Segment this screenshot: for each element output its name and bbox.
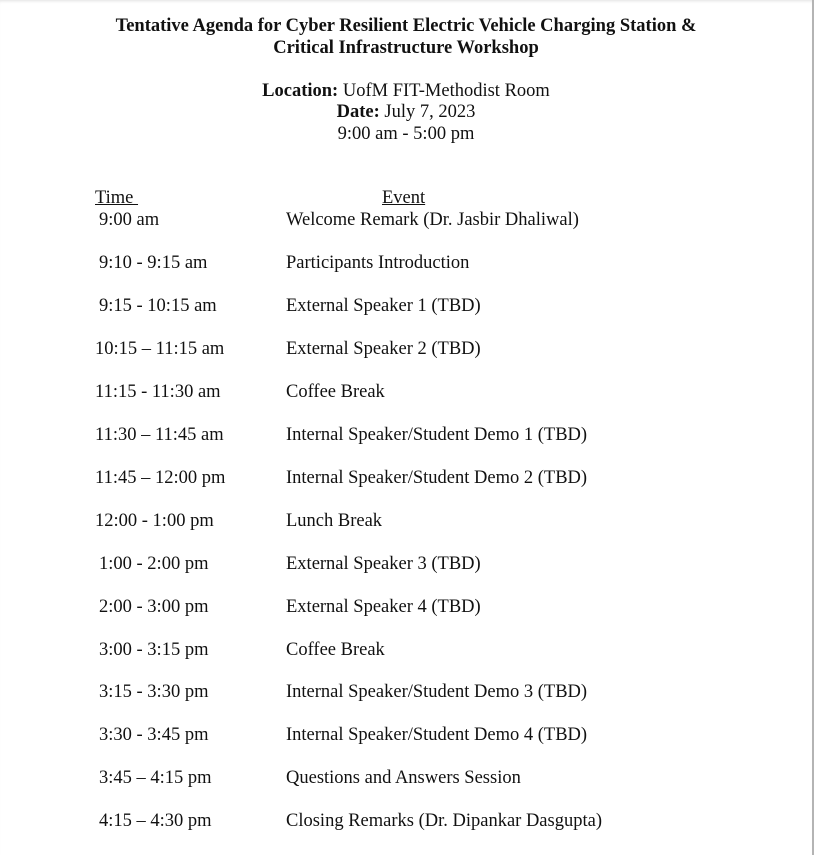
agenda-event: External Speaker 2 (TBD): [286, 338, 481, 359]
agenda-row: [0, 596, 812, 618]
agenda-row: [0, 381, 812, 403]
agenda-event: Closing Remarks (Dr. Dipankar Dasgupta): [286, 811, 602, 832]
agenda-event: Internal Speaker/Student Demo 4 (TBD): [286, 725, 588, 746]
agenda-time: 11:45 – 12:00 pm: [95, 467, 226, 488]
agenda-time: 10:15 – 11:15 am: [95, 338, 225, 359]
agenda-time: 3:00 - 3:15 pm: [99, 639, 209, 660]
agenda-event: Internal Speaker/Student Demo 1 (TBD): [286, 424, 588, 445]
agenda-event: Lunch Break: [286, 510, 383, 531]
agenda-time: 11:15 - 11:30 am: [95, 381, 221, 402]
agenda-row: [0, 810, 812, 832]
agenda-event: Participants Introduction: [286, 252, 470, 273]
agenda-event: Welcome Remark (Dr. Jasbir Dhaliwal): [286, 210, 579, 230]
agenda-row: [0, 338, 812, 360]
agenda-row: [0, 553, 812, 575]
agenda-event: Coffee Break: [286, 381, 385, 402]
agenda-row: [0, 467, 812, 489]
agenda-row: [0, 295, 812, 317]
agenda-row: [0, 767, 812, 789]
agenda-time: 3:45 – 4:15 pm: [99, 768, 212, 789]
agenda-row: [0, 724, 812, 746]
agenda-time: 3:30 - 3:45 pm: [99, 725, 209, 746]
agenda-row: [0, 209, 812, 231]
agenda-event: External Speaker 1 (TBD): [286, 295, 481, 316]
agenda-event: Internal Speaker/Student Demo 2 (TBD): [286, 467, 588, 488]
agenda-time: 2:00 - 3:00 pm: [99, 596, 209, 617]
agenda-row: [0, 681, 812, 703]
agenda-event: Questions and Answers Session: [286, 768, 521, 789]
document-title-line-2: Critical Infrastructure Workshop: [273, 38, 539, 58]
workshop-hours: 9:00 am - 5:00 pm: [337, 124, 475, 144]
column-header-event: Event: [382, 188, 426, 208]
location-label: Location:: [262, 81, 339, 101]
date-line: [0, 101, 812, 123]
agenda-event: Internal Speaker/Student Demo 3 (TBD): [286, 682, 588, 703]
location-value: UofM FIT-Methodist Room: [342, 81, 550, 101]
agenda-event: Coffee Break: [286, 639, 385, 660]
agenda-time: 11:30 – 11:45 am: [95, 424, 224, 445]
agenda-row: [0, 252, 812, 274]
location-line: [0, 80, 812, 102]
agenda-time: 3:15 - 3:30 pm: [99, 682, 209, 703]
agenda-event: External Speaker 3 (TBD): [286, 553, 481, 574]
date-value: July 7, 2023: [384, 102, 476, 122]
agenda-row: [0, 424, 812, 446]
agenda-time: 9:10 - 9:15 am: [99, 252, 208, 273]
agenda-event: External Speaker 4 (TBD): [286, 596, 481, 617]
agenda-row: [0, 639, 812, 661]
agenda-time: 9:15 - 10:15 am: [99, 295, 217, 316]
agenda-time: 9:00 am: [99, 210, 160, 230]
agenda-time: 4:15 – 4:30 pm: [99, 811, 212, 832]
agenda-time: 1:00 - 2:00 pm: [99, 553, 209, 574]
agenda-time: 12:00 - 1:00 pm: [95, 510, 214, 531]
agenda-row: [0, 510, 812, 532]
column-header-time: Time: [95, 188, 139, 208]
document-title-line-1: Tentative Agenda for Cyber Resilient Electric Vehicle Charging Station &: [115, 16, 697, 36]
date-label: Date:: [336, 102, 380, 122]
